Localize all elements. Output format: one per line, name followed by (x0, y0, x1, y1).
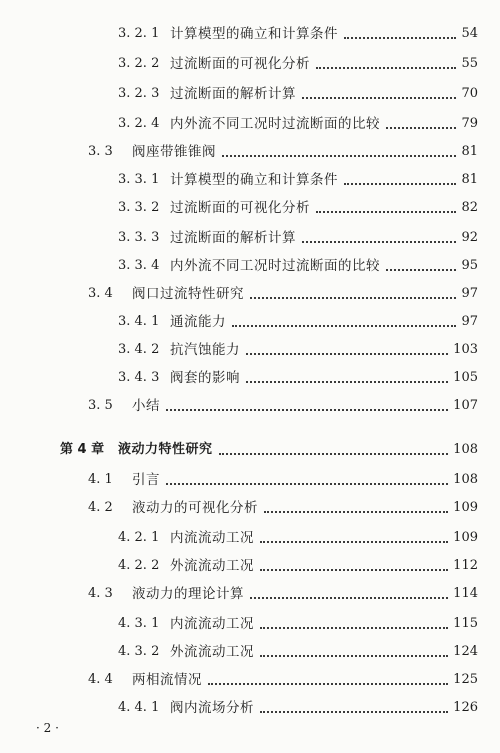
toc-entry-title: 计算模型的确立和计算条件 (170, 26, 338, 42)
toc-entry-page: 81 (461, 172, 478, 187)
toc-entry-number: 3. 3. 1 (118, 172, 160, 187)
toc-entry-page: 54 (461, 26, 478, 41)
toc-subsection-entry[interactable] (0, 254, 500, 278)
toc-dot-leader (166, 483, 448, 485)
toc-dot-leader (302, 97, 456, 99)
toc-entry-number: 3. 3. 4 (118, 258, 160, 273)
toc-section-entry[interactable] (0, 582, 500, 606)
toc-entry-number: 4. 4. 1 (118, 700, 160, 715)
toc-dot-leader (316, 211, 456, 213)
toc-dot-leader (250, 297, 456, 299)
toc-entry-title: 阀套的影响 (170, 370, 240, 386)
toc-dot-leader (219, 453, 448, 455)
toc-dot-leader (260, 711, 448, 713)
toc-entry-page: 112 (453, 558, 478, 573)
toc-entry-number: 4. 2. 2 (118, 558, 160, 573)
toc-entry-number: 4. 2. 1 (118, 530, 160, 545)
toc-entry-page: 105 (453, 370, 478, 385)
toc-subsection-entry[interactable] (0, 366, 500, 390)
toc-subsection-entry[interactable] (0, 696, 500, 720)
toc-entry-page: 95 (461, 258, 478, 273)
toc-dot-leader (260, 627, 448, 629)
toc-chapter-entry[interactable] (0, 438, 500, 462)
toc-dot-leader (246, 353, 448, 355)
toc-entry-title: 阀座带锥锥阀 (132, 144, 216, 160)
toc-entry-page: 109 (453, 530, 478, 545)
toc-entry-title: 液动力的理论计算 (132, 586, 244, 602)
toc-subsection-entry[interactable] (0, 82, 500, 106)
toc-subsection-entry[interactable] (0, 52, 500, 76)
toc-entry-page: 70 (461, 86, 478, 101)
toc-entry-number: 4. 1 (88, 472, 113, 487)
toc-entry-number: 3. 4. 2 (118, 342, 160, 357)
toc-entry-number: 3. 3 (88, 144, 113, 159)
toc-entry-number: 3. 2. 3 (118, 86, 160, 101)
toc-entry-number: 3. 4. 3 (118, 370, 160, 385)
toc-entry-title: 抗汽蚀能力 (170, 342, 240, 358)
toc-subsection-entry[interactable] (0, 22, 500, 46)
toc-entry-title: 外流流动工况 (170, 558, 254, 574)
toc-dot-leader (232, 325, 456, 327)
toc-subsection-entry[interactable] (0, 338, 500, 362)
toc-entry-title: 液动力的可视化分析 (132, 500, 258, 516)
toc-section-entry[interactable] (0, 468, 500, 492)
toc-section-entry[interactable] (0, 496, 500, 520)
toc-subsection-entry[interactable] (0, 196, 500, 220)
toc-entry-title: 过流断面的可视化分析 (170, 56, 310, 72)
toc-entry-number: 3. 4 (88, 286, 113, 301)
toc-entry-title: 两相流情况 (132, 672, 202, 688)
toc-entry-title: 小结 (132, 398, 160, 414)
toc-entry-title: 阀口过流特性研究 (132, 286, 244, 302)
toc-entry-title: 过流断面的可视化分析 (170, 200, 310, 216)
toc-entry-page: 115 (453, 616, 478, 631)
toc-subsection-entry[interactable] (0, 168, 500, 192)
toc-entry-title: 液动力特性研究 (118, 442, 213, 457)
toc-entry-page: 103 (453, 342, 478, 357)
toc-entry-number: 4. 3. 1 (118, 616, 160, 631)
toc-subsection-entry[interactable] (0, 526, 500, 550)
toc-entry-page: 108 (453, 442, 478, 457)
toc-subsection-entry[interactable] (0, 226, 500, 250)
toc-entry-number: 3. 2. 4 (118, 116, 160, 131)
toc-entry-title: 过流断面的解析计算 (170, 86, 296, 102)
toc-entry-page: 82 (461, 200, 478, 215)
toc-entry-number: 4. 3 (88, 586, 113, 601)
toc-entry-page: 55 (461, 56, 478, 71)
toc-entry-title: 内流流动工况 (170, 530, 254, 546)
toc-entry-number: 3. 2. 2 (118, 56, 160, 71)
toc-entry-number: 4. 3. 2 (118, 644, 160, 659)
toc-section-entry[interactable] (0, 140, 500, 164)
toc-entry-number: 第 4 章 (60, 442, 105, 457)
toc-dot-leader (250, 597, 448, 599)
toc-entry-page: 97 (461, 286, 478, 301)
toc-entry-title: 阀内流场分析 (170, 700, 254, 716)
toc-entry-number: 4. 4 (88, 672, 113, 687)
toc-dot-leader (264, 511, 448, 513)
toc-dot-leader (302, 241, 456, 243)
toc-entry-title: 外流流动工况 (170, 644, 254, 660)
toc-entry-number: 3. 5 (88, 398, 113, 413)
toc-subsection-entry[interactable] (0, 612, 500, 636)
toc-entry-title: 内外流不同工况时过流断面的比较 (170, 258, 380, 274)
toc-dot-leader (260, 655, 448, 657)
toc-subsection-entry[interactable] (0, 640, 500, 664)
toc-entry-page: 124 (453, 644, 478, 659)
toc-subsection-entry[interactable] (0, 554, 500, 578)
toc-entry-page: 107 (453, 398, 478, 413)
toc-dot-leader (222, 155, 456, 157)
toc-entry-number: 3. 3. 3 (118, 230, 160, 245)
toc-entry-page: 92 (461, 230, 478, 245)
toc-dot-leader (208, 683, 448, 685)
toc-entry-page: 114 (453, 586, 478, 601)
toc-dot-leader (260, 569, 448, 571)
toc-entry-title: 过流断面的解析计算 (170, 230, 296, 246)
toc-entry-page: 79 (461, 116, 478, 131)
toc-entry-page: 97 (461, 314, 478, 329)
toc-dot-leader (246, 381, 448, 383)
toc-entry-page: 81 (461, 144, 478, 159)
toc-entry-number: 3. 4. 1 (118, 314, 160, 329)
toc-entry-page: 125 (453, 672, 478, 687)
toc-entry-title: 计算模型的确立和计算条件 (170, 172, 338, 188)
toc-entry-number: 3. 3. 2 (118, 200, 160, 215)
toc-subsection-entry[interactable] (0, 112, 500, 136)
toc-section-entry[interactable] (0, 668, 500, 692)
toc-entry-title: 引言 (132, 472, 160, 488)
toc-entry-title: 通流能力 (170, 314, 226, 330)
toc-section-entry[interactable] (0, 282, 500, 306)
page-number-footer: · 2 · (36, 721, 59, 735)
toc-entry-number: 4. 2 (88, 500, 113, 515)
toc-subsection-entry[interactable] (0, 310, 500, 334)
toc-dot-leader (260, 541, 448, 543)
toc-entry-page: 109 (453, 500, 478, 515)
toc-section-entry[interactable] (0, 394, 500, 418)
toc-entry-page: 126 (453, 700, 478, 715)
toc-entry-title: 内流流动工况 (170, 616, 254, 632)
toc-entry-title: 内外流不同工况时过流断面的比较 (170, 116, 380, 132)
toc-dot-leader (316, 67, 456, 69)
toc-entry-number: 3. 2. 1 (118, 26, 160, 41)
toc-dot-leader (166, 409, 448, 411)
toc-entry-page: 108 (453, 472, 478, 487)
